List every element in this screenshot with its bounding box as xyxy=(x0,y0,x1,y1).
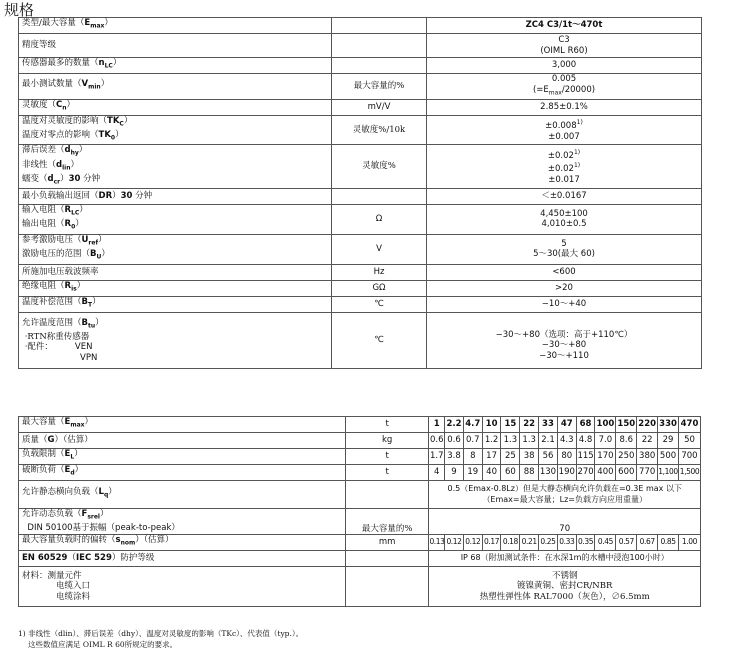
table-row xyxy=(19,100,702,116)
breaking-cell: 40 xyxy=(482,465,501,481)
breaking-cell: 4 xyxy=(429,465,445,481)
table-row xyxy=(19,145,702,189)
mass-cell: 8.6 xyxy=(616,433,637,449)
capacity-cell: 1 xyxy=(429,417,445,433)
breaking-cell: 19 xyxy=(463,465,482,481)
table-row xyxy=(19,465,701,481)
breaking-cell: 400 xyxy=(595,465,616,481)
row-label: 允许温度范围$(B_{tu})$ ·RTN称重传感器 ·配件： VEN VPN xyxy=(19,312,332,368)
deflection-cell: 0.21 xyxy=(520,535,539,551)
frequency: <600 xyxy=(427,264,702,280)
mass-cell: 0.6 xyxy=(429,433,445,449)
insulation: >20 xyxy=(427,280,702,296)
unit-cell: 最大容量的% xyxy=(345,509,429,535)
mass-cell: 1.3 xyxy=(501,433,520,449)
row-label: 温度对灵敏度的影响$(TK_C)$ 温度对零点的影响$(TK_0)$ xyxy=(19,116,332,145)
limit-cell: 700 xyxy=(678,449,700,465)
dynamic-load-value: 70 xyxy=(429,509,701,535)
lateral-load-value: 0.5（Emax-0.8Lz）但是大静态横向允许负载在=0.3E max 以下 （Emax=最大容量；Lz=负载方向应用重量） xyxy=(429,481,701,509)
deflection-cell: 0.33 xyxy=(557,535,576,551)
table-row xyxy=(19,234,702,264)
unit-cell: Hz xyxy=(332,264,427,280)
limit-cell: 1.7 xyxy=(429,449,445,465)
limit-cell: 115 xyxy=(576,449,595,465)
unit-cell: 灵敏度%/10k xyxy=(332,116,427,145)
table-row xyxy=(19,280,702,296)
mass-cell: 0.7 xyxy=(463,433,482,449)
capacity-cell: 100 xyxy=(595,417,616,433)
table-row xyxy=(19,449,701,465)
deflection-cell: 0.12 xyxy=(463,535,482,551)
mass-cell: 1.2 xyxy=(482,433,501,449)
row-label: 破断负荷$(E_d)$ xyxy=(19,465,346,481)
row-label: 输入电阻$(R_{LC})$ 输出电阻$(R_0)$ xyxy=(19,204,332,234)
capacity-cell: 10 xyxy=(482,417,501,433)
row-label: 允许动态负载$(F_{srel})$ DIN 50100基于振幅（peak-to-peak） xyxy=(19,509,346,535)
row-label: 精度等级 xyxy=(19,34,332,58)
resistance-values: 4,450±100 4,010±0.5 xyxy=(427,204,702,234)
table-row xyxy=(19,18,702,34)
limit-cell: 3.8 xyxy=(445,449,464,465)
unit-cell: t xyxy=(345,417,429,433)
limit-cell: 80 xyxy=(557,449,576,465)
unit-cell: ℃ xyxy=(332,312,427,368)
row-label: 负载限制$(E_L)$ xyxy=(19,449,346,465)
ip-rating: IP 68（附加测试条件：在水深1m的水槽中浸泡100小时） xyxy=(429,551,701,567)
breaking-cell: 9 xyxy=(445,465,464,481)
temp-range: −30～+80（选项：高于+110℃） −30～+80 −30～+110 xyxy=(427,312,702,368)
min-verification: 0.005 $(=E_{max}/20000)$ xyxy=(427,74,702,100)
mass-cell: 22 xyxy=(637,433,658,449)
deflection-cell: 0.18 xyxy=(501,535,520,551)
row-label: 灵敏度$(C_n)$ xyxy=(19,100,332,116)
capacity-cell: 470 xyxy=(678,417,700,433)
mass-cell: 50 xyxy=(678,433,700,449)
error-values: $\pm 0.02^{1)}$ $\pm 0.02^{1)}$ ±0.017 xyxy=(427,145,702,189)
breaking-cell: 130 xyxy=(539,465,558,481)
table-row xyxy=(19,264,702,280)
limit-cell: 38 xyxy=(520,449,539,465)
limit-cell: 250 xyxy=(616,449,637,465)
row-label: 最大容量$(E_{max})$ xyxy=(19,417,346,433)
spec-table-capacity xyxy=(18,416,701,607)
breaking-cell: 88 xyxy=(520,465,539,481)
unit-cell: Ω xyxy=(332,204,427,234)
capacity-cell: 2.2 xyxy=(445,417,464,433)
row-label: 所施加电压载波频率 xyxy=(19,264,332,280)
row-label: 绝缘电阻$(R_{is})$ xyxy=(19,280,332,296)
mass-cell: 4.3 xyxy=(557,433,576,449)
footnote-1: 1) 非线性（dlin）、滞后误差（dhy）、温度对灵敏度的影响（TKc）、代表值（typ.）。 xyxy=(18,629,304,638)
row-label: 温度补偿范围$(B_T)$ xyxy=(19,296,332,312)
table-row xyxy=(19,417,701,433)
breaking-cell: 60 xyxy=(501,465,520,481)
table-row xyxy=(19,204,702,234)
table-row xyxy=(19,188,702,204)
dr-value: ＜±0.0167 xyxy=(427,188,702,204)
accuracy-class: C3 (OIML R60) xyxy=(427,34,702,58)
breaking-cell: 600 xyxy=(616,465,637,481)
table-row xyxy=(19,567,701,607)
table-row xyxy=(19,481,701,509)
mass-cell: 0.6 xyxy=(445,433,464,449)
breaking-cell: 1,100 xyxy=(658,465,679,481)
materials-value: 不锈钢 镀镍黄铜、密封CR/NBR 热塑性弹性体 RAL7000（灰色），∅6.5mm xyxy=(429,567,701,607)
table-row xyxy=(19,58,702,74)
sensitivity: 2.85±0.1% xyxy=(427,100,702,116)
row-label: 允许静态横向负载$(L_q)$ xyxy=(19,481,346,509)
limit-cell: 8 xyxy=(463,449,482,465)
capacity-cell: 22 xyxy=(520,417,539,433)
deflection-cell: 0.45 xyxy=(595,535,616,551)
unit-cell: t xyxy=(345,449,429,465)
mass-cell: 2.1 xyxy=(539,433,558,449)
table-row xyxy=(19,433,701,449)
row-label: 滞后误差$(d_{hy})$ 非线性$(d_{lin})$ 蠕变$(d_{cr})30$ 分钟 xyxy=(19,145,332,189)
mass-cell: 4.8 xyxy=(576,433,595,449)
capacity-cell: 220 xyxy=(637,417,658,433)
deflection-cell: 1.00 xyxy=(678,535,700,551)
max-count: 3,000 xyxy=(427,58,702,74)
row-label: 参考激励电压$(U_{ref})$ 激励电压的范围$(B_U)$ xyxy=(19,234,332,264)
deflection-cell: 0.35 xyxy=(576,535,595,551)
row-label: 最大容量负载时的偏转$(s_{nom})$（估算） xyxy=(19,535,346,551)
deflection-cell: 0.57 xyxy=(616,535,637,551)
row-label: 最小负载输出返回（DR）30 分钟 xyxy=(19,188,332,204)
unit-cell: mm xyxy=(345,535,429,551)
voltage-values: 5 5～30(最大 60) xyxy=(427,234,702,264)
capacity-cell: 68 xyxy=(576,417,595,433)
unit-cell: mV/V xyxy=(332,100,427,116)
table-row xyxy=(19,312,702,368)
deflection-cell: 0.13 xyxy=(429,535,445,551)
unit-cell: 灵敏度% xyxy=(332,145,427,189)
unit-cell: 最大容量的% xyxy=(332,74,427,100)
mass-cell: 1.3 xyxy=(520,433,539,449)
row-label: 最小测试数量$(V_{min})$ xyxy=(19,74,332,100)
deflection-cell: 0.12 xyxy=(445,535,464,551)
deflection-cell: 0.85 xyxy=(658,535,679,551)
table-row xyxy=(19,509,701,535)
capacity-cell: 33 xyxy=(539,417,558,433)
breaking-cell: 190 xyxy=(557,465,576,481)
page-title: 规格 xyxy=(4,1,35,19)
capacity-cell: 4.7 xyxy=(463,417,482,433)
breaking-cell: 770 xyxy=(637,465,658,481)
mass-cell: 29 xyxy=(658,433,679,449)
limit-cell: 17 xyxy=(482,449,501,465)
unit-cell: t xyxy=(345,465,429,481)
temp-effect: $\pm 0.008^{1)}$ ±0.007 xyxy=(427,116,702,145)
unit-cell: ℃ xyxy=(332,296,427,312)
temp-comp: −10～+40 xyxy=(427,296,702,312)
limit-cell: 56 xyxy=(539,449,558,465)
limit-cell: 500 xyxy=(658,449,679,465)
breaking-cell: 1,500 xyxy=(678,465,700,481)
capacity-cell: 15 xyxy=(501,417,520,433)
deflection-cell: 0.67 xyxy=(637,535,658,551)
table-row xyxy=(19,535,701,551)
row-label: 材料：测量元件 电缆入口 电缆涂料 xyxy=(19,567,346,607)
unit-cell: kg xyxy=(345,433,429,449)
limit-cell: 380 xyxy=(637,449,658,465)
capacity-cell: 150 xyxy=(616,417,637,433)
unit-cell: V xyxy=(332,234,427,264)
capacity-cell: 330 xyxy=(658,417,679,433)
table-row xyxy=(19,116,702,145)
model-name: ZC4 C3/1t～470t xyxy=(427,18,702,34)
table-row xyxy=(19,551,701,567)
row-label: 传感器最多的数量$(n_{LC})$ xyxy=(19,58,332,74)
limit-cell: 25 xyxy=(501,449,520,465)
capacity-cell: 47 xyxy=(557,417,576,433)
breaking-cell: 270 xyxy=(576,465,595,481)
table-row xyxy=(19,296,702,312)
mass-cell: 7.0 xyxy=(595,433,616,449)
row-label: 类型/最大容量$(E_{max})$ xyxy=(19,18,332,34)
deflection-cell: 0.25 xyxy=(539,535,558,551)
table-row xyxy=(19,74,702,100)
unit-cell: GΩ xyxy=(332,280,427,296)
spec-table-general xyxy=(18,17,702,369)
row-label: 质量（G）（估算） xyxy=(19,433,346,449)
footnote-2: 这些数值应满足 OIML R 60所规定的要求。 xyxy=(28,640,178,649)
limit-cell: 170 xyxy=(595,449,616,465)
row-label: EN 60529（IEC 529）防护等级 xyxy=(19,551,346,567)
deflection-cell: 0.17 xyxy=(482,535,501,551)
table-row xyxy=(19,34,702,58)
